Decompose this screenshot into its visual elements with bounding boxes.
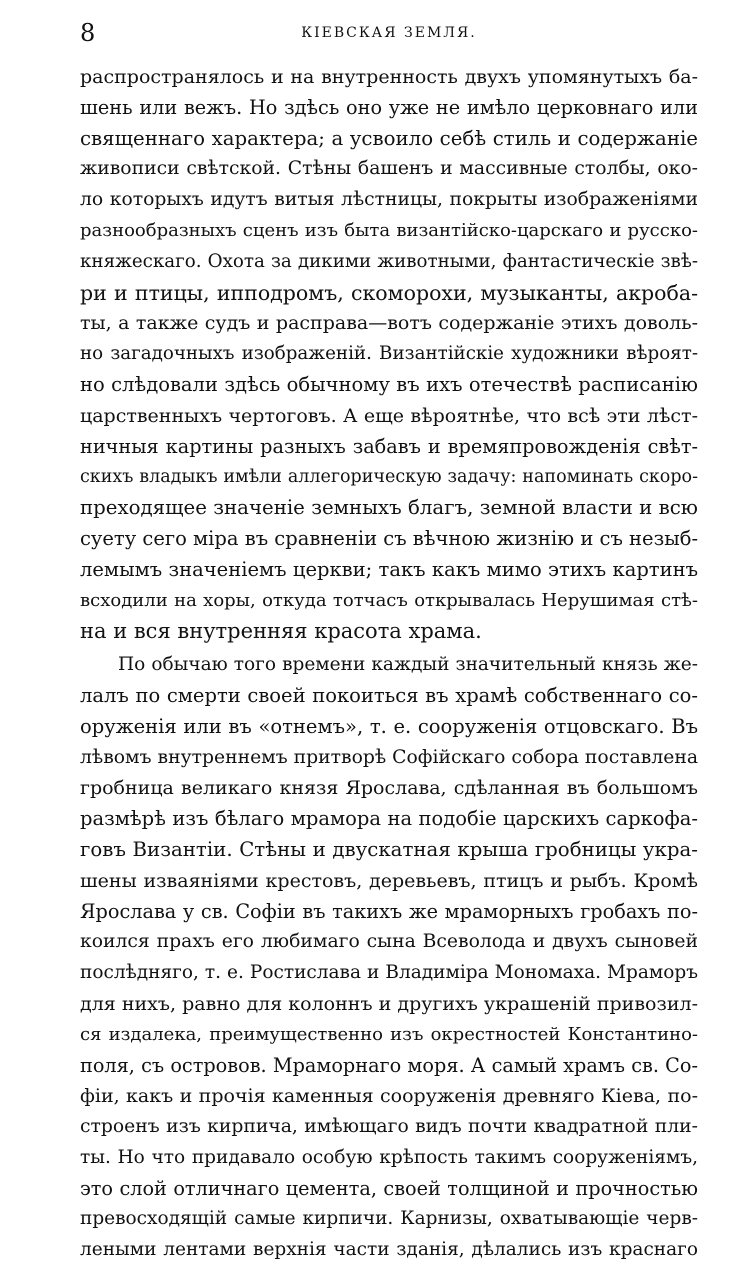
text-block: [80, 62, 698, 1266]
text-line: ты. Но что придавало особую крѣпость такимъ сооруженіямъ,: [80, 1146, 698, 1168]
text-line: леными лентами верхнія части зданія, дѣлались изъ краснаго: [80, 1239, 698, 1261]
text-line: на и вся внутренняя красота храма.: [80, 619, 482, 644]
text-line: лемымъ значеніемъ церкви; такъ какъ мимо этихъ картинъ: [80, 557, 698, 581]
text-line: но слѣдовали здѣсь обычному въ ихъ отечествѣ расписанію: [80, 372, 698, 396]
page-number: 8: [80, 19, 96, 47]
text-line: священнаго характера; а усвоило себѣ стиль и содержаніе: [80, 126, 698, 150]
text-line: ничныя картины разныхъ забавъ и времяпровожденія свѣт-: [80, 434, 698, 458]
paragraph-1: [80, 62, 698, 647]
text-line: Ярослава у св. Софіи въ такихъ же мраморныхъ гробахъ по-: [80, 899, 698, 923]
text-line: княжескаго. Охота за дикими животными, фантастическіе звѣ-: [80, 250, 698, 272]
text-line: живописи свѣтской. Стѣны башенъ и массивные столбы, око-: [80, 158, 698, 180]
text-line: говъ Византіи. Стѣны и двускатная крыша гробницы укра-: [80, 837, 698, 861]
text-line: ло которыхъ идутъ витыя лѣстницы, покрыты изображеніями: [80, 189, 698, 211]
text-line: лѣвомъ внутреннемъ притворѣ Софійскаго собора поставлена: [80, 746, 698, 768]
text-line: преходящее значеніе земныхъ благъ, земной власти и всю: [80, 496, 698, 520]
text-line: распространялось и на внутренность двухъ упомянутыхъ ба-: [80, 66, 698, 88]
text-line: это слой отличнаго цемента, своей толщиной и прочностью: [80, 1176, 698, 1200]
text-line: строенъ изъ кирпича, имѣющаго видъ почти квадратной пли-: [80, 1116, 698, 1138]
text-line: гробница великаго князя Ярослава, сдѣланная въ большомъ: [80, 777, 698, 800]
running-head: [80, 18, 698, 48]
paragraph-2: [80, 650, 698, 1266]
text-line: фіи, какъ и прочія каменныя сооруженія древняго Кіева, по-: [80, 1085, 698, 1108]
text-line: По обычаю того времени каждый значительный князь же-: [118, 654, 698, 676]
text-line: коился прахъ его любимаго сына Всеволода и двухъ сыновей: [80, 931, 698, 953]
text-line: скихъ владыкъ имѣли аллегорическую задачу: напоминать скоро-: [80, 467, 698, 488]
text-line: шень или вежъ. Но здѣсь оно уже не имѣло церковнаго или: [80, 95, 698, 119]
text-line: разнообразныхъ сценъ изъ быта византійско-царскаго и русско-: [80, 219, 698, 241]
text-line: ты, а также судъ и расправа—вотъ содержаніе этихъ доволь-: [80, 312, 698, 335]
text-line: ся издалека, преимущественно изъ окрестностей Константино-: [80, 1023, 698, 1045]
text-line: царственныхъ чертоговъ. А еще вѣроятнѣе, что всѣ эти лѣст-: [80, 404, 698, 427]
text-line: превосходящій самые кирпичи. Карнизы, охватывающіе черв-: [80, 1208, 698, 1230]
text-line: шены изваяніями крестовъ, деревьевъ, птицъ и рыбъ. Кромѣ: [80, 869, 698, 892]
text-line: всходили на хоры, откуда тотчасъ открывалась Нерушимая стѣ-: [80, 589, 698, 611]
text-line: лалъ по смерти своей покоиться въ храмѣ собственнаго со-: [80, 683, 698, 707]
text-line: поля, съ островов. Мраморнаго моря. А самый храмъ св. Со-: [80, 1053, 698, 1077]
text-line: но загадочныхъ изображеній. Византійскіе художники вѣроят-: [80, 343, 698, 365]
text-line: послѣдняго, т. е. Ростислава и Владиміра Мономаха. Мраморъ: [80, 962, 698, 984]
text-line: для нихъ, равно для колоннъ и другихъ украшеній привозил-: [80, 992, 698, 1015]
text-line: оруженія или въ «отнемъ», т. е. сооруженія отцовскаго. Въ: [80, 714, 698, 738]
running-title: КІЕВСКАЯ ЗЕМЛЯ.: [301, 25, 477, 41]
text-line: ри и птицы, ипподромъ, скоморохи, музыканты, акроба-: [80, 280, 698, 305]
text-line: суету сего міра въ сравненіи съ вѣчною жизнію и съ незыб-: [80, 526, 699, 550]
text-line: размѣрѣ изъ бѣлаго мрамора на подобіе царскихъ саркофа-: [80, 807, 698, 831]
